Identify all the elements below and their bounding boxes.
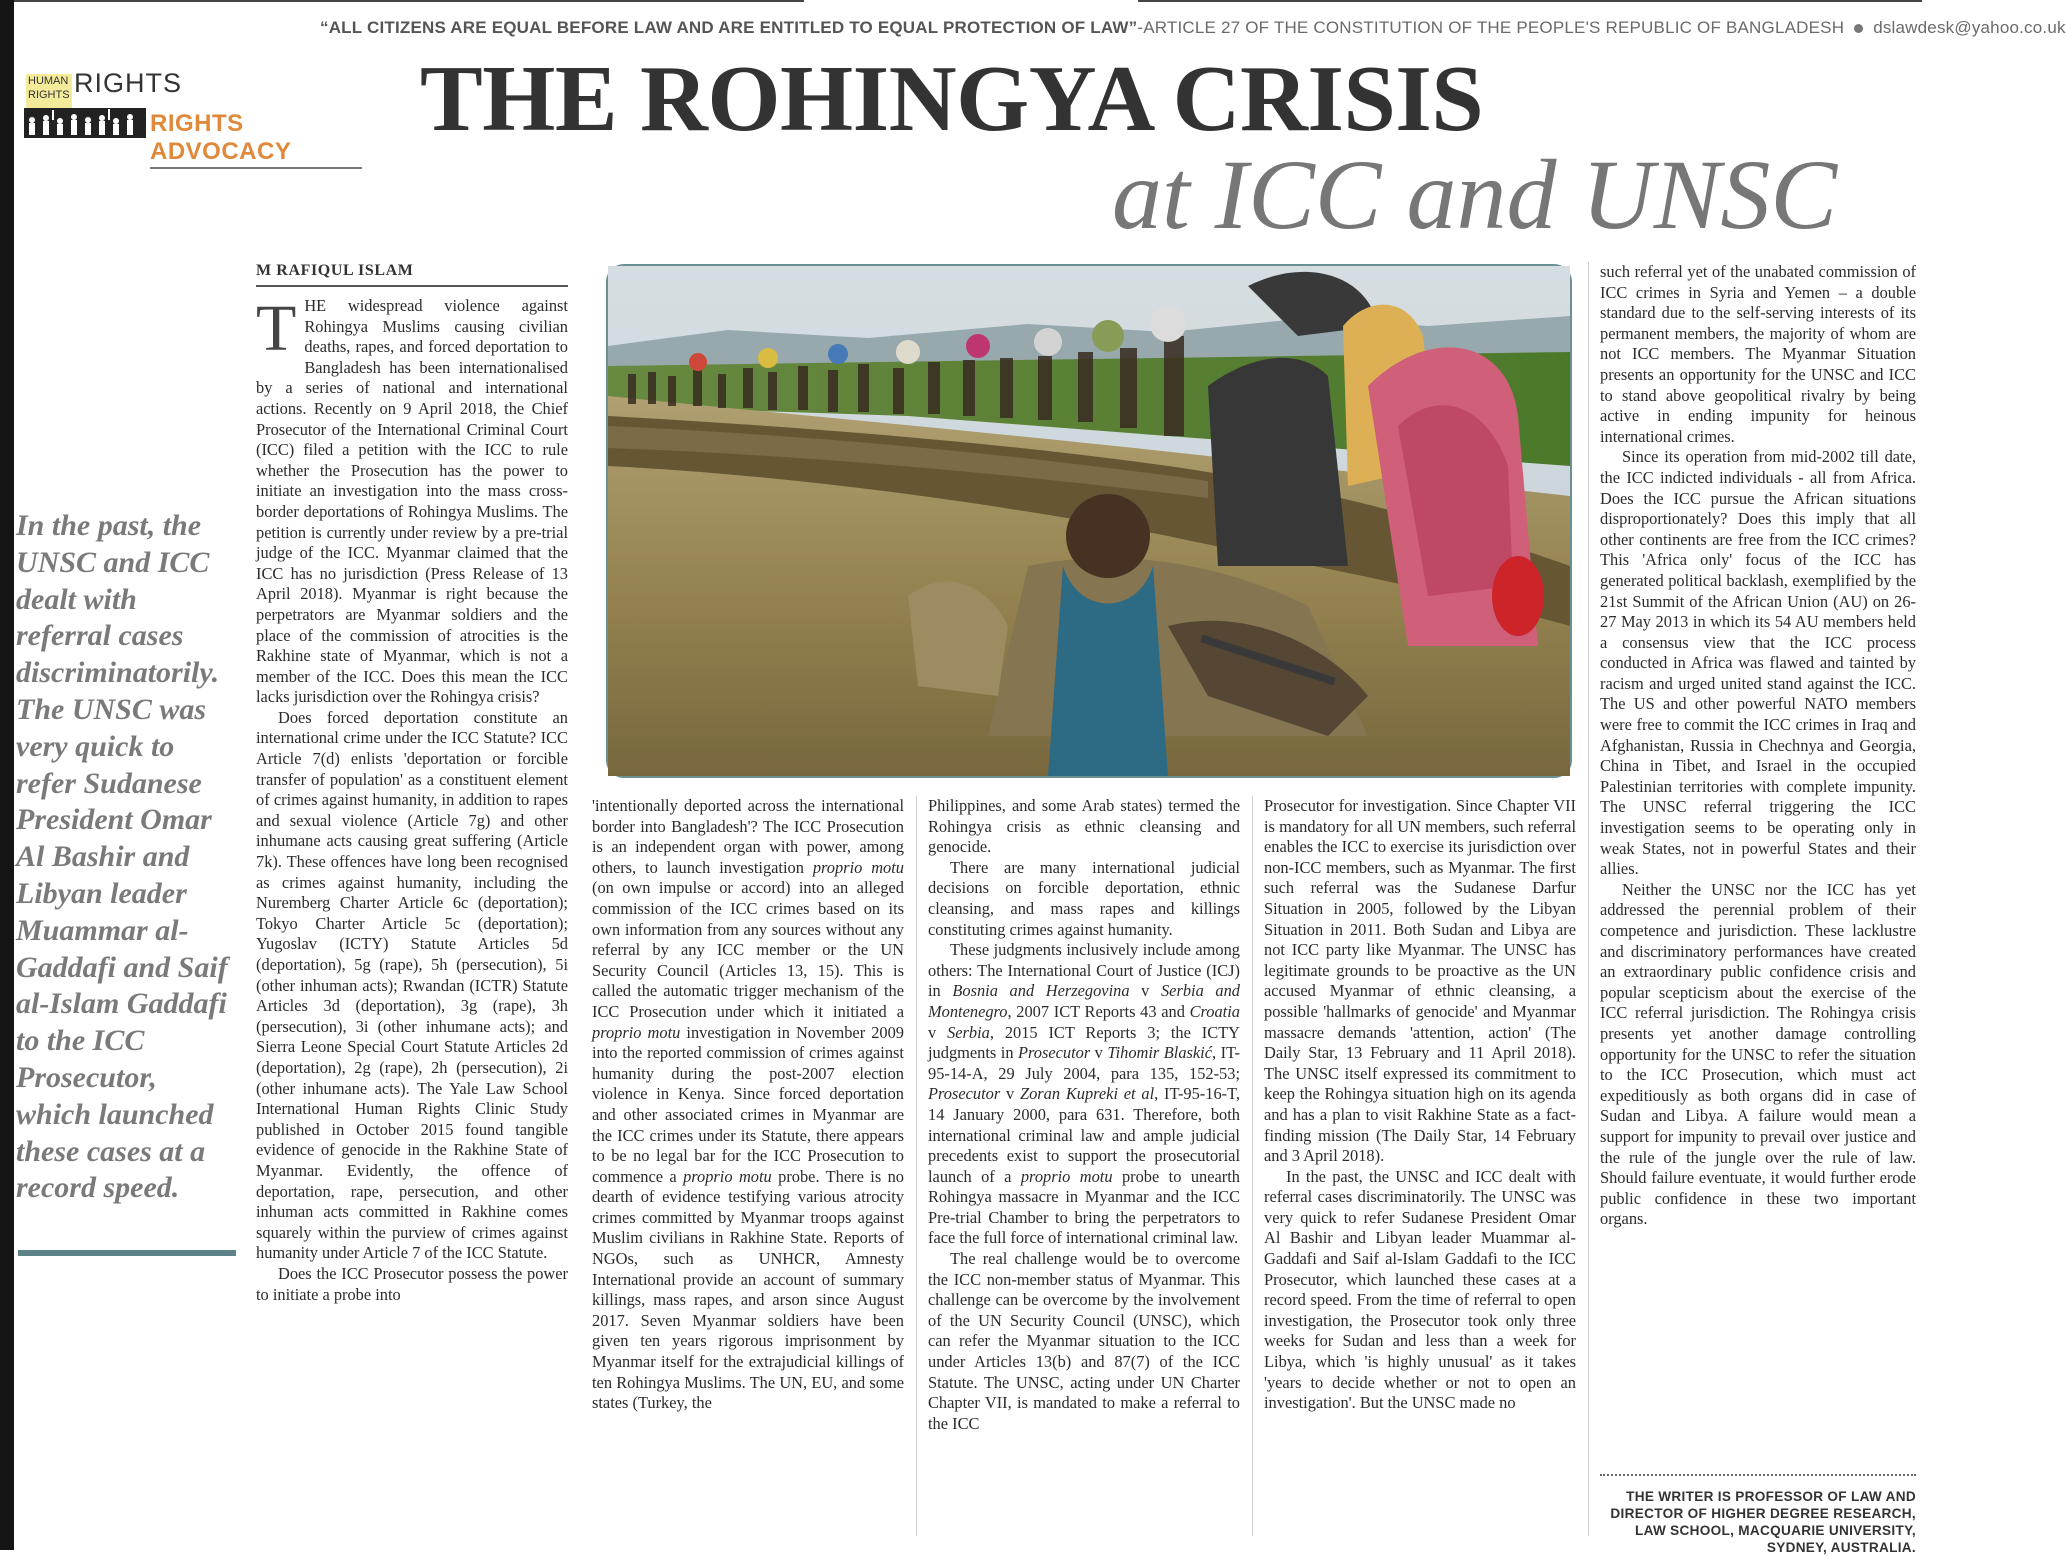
paragraph-text: v: [1000, 1084, 1020, 1104]
headline-main: THE ROHINGYA CRISIS: [420, 47, 1484, 151]
article-column-2: [592, 796, 904, 1536]
motto-source: -ARTICLE 27 OF THE CONSTITUTION OF THE PEOPLE'S REPUBLIC OF BANGLADESH: [1137, 18, 1845, 37]
article-column-1: [256, 292, 568, 1541]
author-bio: THE WRITER IS PROFESSOR OF LAW AND DIRECTOR OF HIGHER DEGREE RESEARCH, LAW SCHOOL, MACQUARIE UNIVERSITY, SYDNEY, AUSTRALIA.: [1610, 1489, 1916, 1555]
drop-cap: T: [256, 292, 297, 365]
motto-quote: “ALL CITIZENS ARE EQUAL BEFORE LAW AND ARE ENTITLED TO EQUAL PROTECTION OF LAW”: [320, 18, 1138, 37]
column-divider: [916, 796, 917, 1536]
byline-rule: [256, 285, 568, 287]
latin-term: proprio motu: [683, 1166, 772, 1186]
case-name: Tihomir Blaskić: [1107, 1043, 1212, 1063]
case-name: Serbia and Montenegro: [928, 981, 1240, 1021]
human-rights-badge: [26, 74, 72, 108]
top-rule-left: [14, 0, 804, 2]
refugee-photo: [606, 264, 1572, 778]
logo-rights-word: RIGHTS: [74, 68, 183, 98]
case-name: Serbia: [947, 1022, 990, 1042]
bio-dotted-rule: [1600, 1474, 1916, 1478]
paragraph-text: HE widespread violence against Rohingya Muslims causing civilian deaths, rapes, and forced deportation to Bangladesh has been internationalised by a series of national and international actions. Recently on 9 April 2018, the Chief Prosecutor of the International Criminal Court (ICC) filed a petition with the ICC to rule whether the Prosecution has the power to initiate an investigation into the mass cross-border deportations of Rohingya Muslims. The petition is currently under review by a pre-trial judge of the ICC. Myanmar claimed that the ICC has no jurisdiction (Press Release of 13 April 2018). Myanmar is right because the perpetrators are Myanmar soldiers and the place of the commission of atrocities is the Rakhine state of Myanmar, which is not a member of the ICC. Does this mean the ICC lacks jurisdiction over the Rohingya crisis?: [256, 296, 568, 707]
paragraph-text: 'intentionally deported across the international border into Bangladesh'? The ICC Prosecution is an independent organ with power, among others, to launch investigation: [592, 796, 904, 877]
paragraph-text: v: [1090, 1043, 1108, 1063]
section-label: RIGHTS ADVOCACY: [150, 110, 362, 169]
badge-human: HUMAN: [28, 75, 69, 87]
case-name: Prosecutor: [928, 1084, 1001, 1104]
article-paragraph: [256, 292, 568, 708]
headline-sub: at ICC and UNSC: [1112, 139, 1838, 250]
desk-email-link[interactable]: dslawdesk@yahoo.co.uk: [1873, 18, 2066, 37]
article-paragraph: Philippines, and some Arab states) termed the Rohingya crisis as ethnic cleansing and genocide.: [928, 796, 1240, 857]
paragraph-text: v: [928, 1022, 948, 1042]
column-divider: [1252, 796, 1253, 1536]
paragraph-text: , IT-95-14-A, 29 July 2004, para 135, 152-53;: [928, 1043, 1240, 1083]
case-name: Bosnia and Herzegovina: [952, 981, 1130, 1001]
paragraph-text: probe. There is no dearth of evidence testifying various atrocity crimes committed by Myanmar troops against Muslim civilians in Rakhine State. Reports of NGOs, such as UNHCR, Amnesty International provide an account of summary killings, mass rapes, and arson since August 2017. Seven Myanmar soldiers have been given ten years rigorous imprisonment by Myanmar itself for the extrajudicial killings of ten Rohingya Muslims. The UN, EU, and some states (Turkey, the: [592, 1166, 904, 1413]
article-paragraph: Prosecutor for investigation. Since Chapter VII is mandatory for all UN members, such referral enables the ICC to exercise its jurisdiction over non-ICC members, such as Myanmar. The first such referral was the Sudanese Darfur Situation in 2005, followed by the Libyan Situation in 2011. Both Sudan and Libya are not ICC party like Myanmar. The UNSC has legitimate grounds to be proactive as the UN accused Myanmar of ethnic cleansing, a possible 'hallmarks of genocide' and Myanmar massacre demands 'attention, action' (The Daily Star, 13 February and 11 April 2018). The UNSC itself expressed its commitment to keep the Rohingya situation high on its agenda and has a plan to visit Rakhine State as a fact-finding mission (The Daily Star, 14 February and 3 April 2018).: [1264, 796, 1576, 1166]
top-rule-right: [1138, 0, 1922, 2]
article-paragraph: There are many international judicial decisions on forcible deportation, ethnic cleansing, and mass rapes and killings constituting crimes against humanity.: [928, 857, 1240, 939]
paragraph-text: probe to unearth Rohingya massacre in Myanmar and the ICC Pre-trial Chamber to bring the perpetrators to face the full force of international criminal law.: [928, 1166, 1240, 1248]
case-name: Croatia: [1189, 1001, 1240, 1021]
article-column-5: [1600, 262, 1916, 1434]
paragraph-text: , 2015 ICT Reports 3; the ICTY judgments in: [928, 1022, 1240, 1063]
article-paragraph: [928, 940, 1240, 1249]
article-paragraph: such referral yet of the unabated commission of ICC crimes in Syria and Yemen – a double standard due to the self-serving interests of its permanent members, the majority of whom are not ICC members. The Myanmar Situation presents an opportunity for the UNSC and ICC to stand above geopolitical rivalry by being active in ending impunity for heinous international crimes.: [1600, 262, 1916, 446]
left-page-edge: [0, 0, 14, 1550]
latin-term: proprio motu: [592, 1022, 681, 1042]
article-paragraph: Neither the UNSC nor the ICC has yet addressed the perennial problem of their competence and jurisdiction. These lacklustre and discriminatory performances have created an extraordinary public confidence crisis and popular scepticism about the exercise of the ICC referral jurisdiction. The Rohingya crisis presents yet another damage controlling opportunity for the UNSC to refer the situation to the ICC Prosecution, which must act expeditiously as both organs did in case of Sudan and Libya. A failure would mean a support for impunity to prevail over justice and the rule of the jungle over the rule of law. Should failure eventuate, it would further erode public confidence in these two important organs.: [1600, 879, 1916, 1229]
case-name: Zoran Kupreki et al: [1019, 1084, 1155, 1104]
case-name: Prosecutor: [1017, 1043, 1091, 1063]
paragraph-text: , IT-95-16-T, 14 January 2000, para 631. Therefore, both international criminal law and ample judicial precedents exist to support the prosecutorial launch of a: [928, 1084, 1241, 1186]
crowd-silhouette-icon: [24, 108, 146, 138]
article-column-3: [928, 796, 1240, 1536]
article-paragraph: Does the ICC Prosecutor possess the power to initiate a probe into: [256, 1263, 568, 1304]
paragraph-text: (on own impulse or accord) into an alleged commission of the ICC crimes based on its own information from any sources without any referral by any ICC member or the UN Security Council (Articles 13, 15). This is called the automatic trigger mechanism of the ICC Prosecution under which it initiated a: [592, 878, 904, 1021]
paragraph-text: v: [1129, 981, 1161, 1001]
paragraph-text: investigation in November 2009 into the reported commission of crimes against humanity during the post-2007 election violence in Kenya. Since forced deportation and other associated crimes in Myanmar are the ICC crimes under its Statute, there appears to be no legal bar for the ICC Prosecution to commence a: [592, 1022, 904, 1186]
article-column-4: [1264, 796, 1576, 1536]
article-paragraph: In the past, the UNSC and ICC dealt with referral cases discriminatorily. The UNSC was very quick to refer Sudanese President Omar Al Bashir and Libyan leader Muammar al-Gaddafi and Saif al-Islam Gaddafi to the ICC Prosecutor, which launched these cases at a record speed. From the time of referral to open investigation, the Prosecutor took only three weeks for Sudan and less than a week for Libya, which 'is highly unusual' as it takes 'years to decide whether or not to open an investigation'. But the UNSC made no: [1264, 1166, 1576, 1413]
article-paragraph: Since its operation from mid-2002 till date, the ICC indicted individuals - all from Africa. Does the ICC pursue the African situations disproportionately? Does this imply that all other continents are free from the ICC crimes? This 'Africa only' focus of the ICC has generated political backlash, exemplified by the 21st Summit of the African Union (AU) on 26-27 May 2013 in which its 54 AU members held a consensus view that the ICC process conducted in Africa was flawed and tainted by racism and urged united stand against the ICC. The US and other powerful NATO members were free to commit the ICC crimes in Iraq and Afghanistan, Russia in Chechnya and Georgia, China in Tibet, and Israel in the occupied Palestinian territories with complete impunity. The UNSC referral triggering the ICC investigation seems to be operating only in weak States, not in powerful States and their allies.: [1600, 447, 1916, 879]
author-byline: M RAFIQUL ISLAM: [256, 262, 414, 279]
article-paragraph: [592, 796, 904, 1414]
paragraph-text: These judgments inclusively include among others: The International Court of Justice (ICJ) in: [928, 940, 1240, 1001]
column-divider: [1588, 262, 1589, 1536]
latin-term: proprio motu: [812, 857, 904, 877]
latin-term: proprio motu: [1020, 1166, 1113, 1186]
paragraph-text: , 2007 ICT Reports 43 and: [1007, 1001, 1190, 1021]
bullet-icon: [1854, 24, 1863, 33]
badge-rights: RIGHTS: [28, 89, 70, 101]
article-paragraph: Does forced deportation constitute an international crime under the ICC Statute? ICC Article 7(d) enlists 'deportation or forcible transfer of population' as a constituent element of crimes against humanity, in addition to rapes and sexual violence (Article 7g) and other inhumane acts causing great suffering (Article 7k). These offences have long been recognised as crimes against humanity, including the Nuremberg Charter Article 6c (deportation); Tokyo Charter Article 5c (deportation); Yugoslav (ICTY) Statute Articles 5d (deportation), 5g (rape), 5h (persecution), 5i (other inhuman acts); Rwandan (ICTR) Statute Articles 3d (deportation), 3g (rape), 3h (persecution), 3i (other inhumane acts); and Sierra Leone Special Court Statute Articles 2d (deportation), 2g (rape), 2h (persecution), 2i (other inhumane acts). The Yale Law School International Human Rights Clinic Study published in October 2015 found tangible evidence of genocide in the Rakhine State of Myanmar. Evidently, the offence of deportation, rape, persecution, and other inhuman acts committed in Rakhine comes squarely within the purview of crimes against humanity under Article 7 of the ICC Statute.: [256, 707, 568, 1263]
rights-advocacy-logo: [22, 68, 362, 165]
constitution-motto: [320, 18, 2066, 38]
rohingya-refugees-image: [608, 266, 1570, 776]
article-paragraph: The real challenge would be to overcome the ICC non-member status of Myanmar. This challenge can be overcome by the involvement of the UN Security Council (UNSC), which can refer the Myanmar situation to the ICC under Articles 13(b) and 87(7) of the ICC Statute. The UNSC, acting under UN Charter Chapter VII, is mandated to make a referral to the ICC: [928, 1249, 1240, 1433]
pull-quote: In the past, the UNSC and ICC dealt with referral cases discriminatorily. The UNSC was very quick to refer Sudanese President Omar Al Bashir and Libyan leader Muammar al-Gaddafi and Saif al-Islam Gaddafi to the ICC Prosecutor, which launched these cases at a record speed.: [16, 509, 228, 1205]
pull-quote-rule: [18, 1250, 236, 1256]
